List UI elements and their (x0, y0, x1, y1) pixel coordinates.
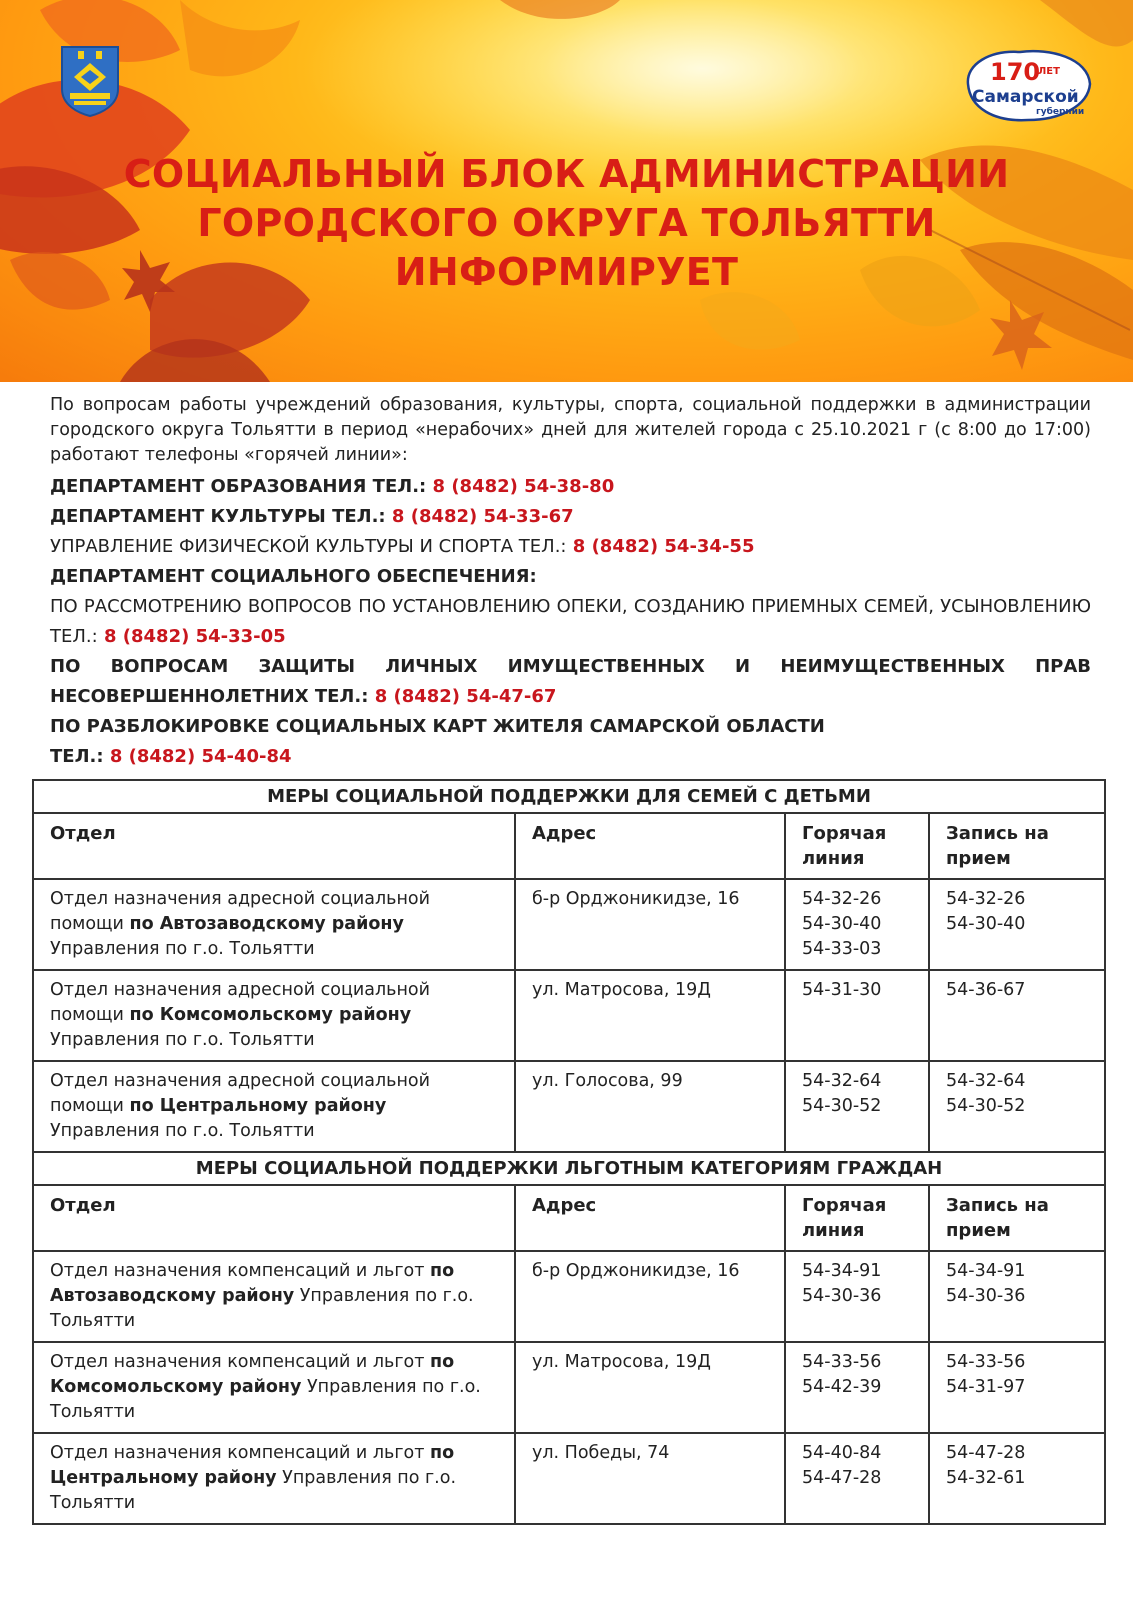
table-row (33, 1433, 1105, 1524)
cell-address: б-р Орджоникидзе, 16 (515, 1251, 785, 1342)
dept-text: Отдел назначения адресной социальной помощи (50, 1071, 436, 1116)
cell-hotline: 54-40-84 54-47-28 (785, 1433, 929, 1524)
cell-address: ул. Матросова, 19Д (515, 1342, 785, 1433)
samara-region-logo-icon (960, 44, 1096, 126)
col-header-address: Адрес (515, 1185, 785, 1251)
dept-text: Отдел назначения компенсаций и льгот (50, 1261, 431, 1281)
title-line-3: ИНФОРМИРУЕТ (394, 250, 739, 294)
cell-hotline: 54-33-56 54-42-39 (785, 1342, 929, 1433)
guardianship-line (50, 592, 1091, 652)
dept-district: по Центральному району (50, 1443, 455, 1488)
culture-line (50, 502, 1091, 532)
guardianship-phone: 8 (8482) 54-33-05 (103, 626, 286, 647)
badge-number: 170 (990, 58, 1041, 86)
cell-dept (33, 1342, 515, 1433)
cell-hotline: 54-34-91 54-30-36 (785, 1251, 929, 1342)
cell-address: ул. Победы, 74 (515, 1433, 785, 1524)
cards-label: ТЕЛ.: (50, 746, 104, 767)
header-banner (0, 0, 1133, 382)
dept-district: по Комсомольскому району (129, 1005, 412, 1025)
dept-district: по Автозаводскому району (129, 914, 404, 934)
cell-hotline: 54-32-26 54-30-40 54-33-03 (785, 879, 929, 970)
table-row (33, 1251, 1105, 1342)
guardianship-label: ПО РАССМОТРЕНИЮ ВОПРОСОВ ПО УСТАНОВЛЕНИЮ ОПЕКИ, СОЗДАНИЮ ПРИЕМНЫХ СЕМЕЙ, УСЫНОВЛЕНИЮ ТЕЛ.: (50, 596, 1091, 647)
cell-dept (33, 1061, 515, 1152)
city-crest-icon (60, 45, 120, 117)
section-header-row (33, 1152, 1105, 1185)
dept-district: по Центральному району (129, 1096, 387, 1116)
cards-line-2 (50, 742, 1091, 772)
education-phone: 8 (8482) 54-38-80 (432, 476, 615, 497)
title-line-1: СОЦИАЛЬНЫЙ БЛОК АДМИНИСТРАЦИИ (123, 152, 1010, 196)
education-line (50, 472, 1091, 502)
support-measures-table (32, 779, 1106, 1525)
cell-appointment: 54-36-67 (929, 970, 1105, 1061)
dept-district: по Автозаводскому району (50, 1261, 455, 1306)
dept-text: Отдел назначения адресной социальной помощи (50, 889, 436, 934)
sport-line (50, 532, 1091, 562)
cell-appointment: 54-33-56 54-31-97 (929, 1342, 1105, 1433)
dept-text-tail: Управления по г.о. Тольятти (50, 1286, 480, 1331)
dept-text: Отдел назначения компенсаций и льгот (50, 1352, 431, 1372)
dept-text-tail: Управления по г.о. Тольятти (50, 1005, 417, 1050)
intro-section (50, 393, 1091, 772)
cards-line-1: ПО РАЗБЛОКИРОВКЕ СОЦИАЛЬНЫХ КАРТ ЖИТЕЛЯ САМАРСКОЙ ОБЛАСТИ (50, 716, 825, 737)
minors-phone: 8 (8482) 54-47-67 (374, 686, 557, 707)
cell-hotline: 54-31-30 (785, 970, 929, 1061)
social-dept-heading: ДЕПАРТАМЕНТ СОЦИАЛЬНОГО ОБЕСПЕЧЕНИЯ: (50, 566, 537, 587)
cell-dept (33, 1251, 515, 1342)
section-title: МЕРЫ СОЦИАЛЬНОЙ ПОДДЕРЖКИ ДЛЯ СЕМЕЙ С ДЕТЬМИ (33, 780, 1105, 813)
column-header-row (33, 813, 1105, 879)
col-header-dept: Отдел (33, 813, 515, 879)
col-header-dept: Отдел (33, 1185, 515, 1251)
title-line-2: ГОРОДСКОГО ОКРУГА ТОЛЬЯТТИ (197, 201, 936, 245)
table-row (33, 1342, 1105, 1433)
table-row (33, 879, 1105, 970)
page-title (0, 150, 1133, 297)
section-header-row (33, 780, 1105, 813)
intro-paragraph: По вопросам работы учреждений образования, культуры, спорта, социальной поддержки в администрации городского округа Тольятти в период «нерабочих» дней для жителей города с 25.10.2021 г (с 8:00 до 17:00) работают телефоны «горячей линии»: (50, 395, 1091, 465)
cell-appointment: 54-47-28 54-32-61 (929, 1433, 1105, 1524)
cell-address: б-р Орджоникидзе, 16 (515, 879, 785, 970)
badge-sub: губернии (1036, 107, 1085, 117)
sport-label: УПРАВЛЕНИЕ ФИЗИЧЕСКОЙ КУЛЬТУРЫ И СПОРТА ТЕЛ.: (50, 536, 567, 557)
culture-label: ДЕПАРТАМЕНТ КУЛЬТУРЫ ТЕЛ.: (50, 506, 386, 527)
cards-phone: 8 (8482) 54-40-84 (109, 746, 292, 767)
dept-text: Отдел назначения адресной социальной помощи (50, 980, 436, 1025)
minors-line (50, 652, 1091, 712)
dept-text-tail: Управления по г.о. Тольятти (50, 914, 410, 959)
dept-text-tail: Управления по г.о. Тольятти (50, 1377, 487, 1422)
cell-dept (33, 1433, 515, 1524)
cell-appointment: 54-32-64 54-30-52 (929, 1061, 1105, 1152)
table-row (33, 970, 1105, 1061)
dept-text: Отдел назначения компенсаций и льгот (50, 1443, 431, 1463)
section-title: МЕРЫ СОЦИАЛЬНОЙ ПОДДЕРЖКИ ЛЬГОТНЫМ КАТЕГОРИЯМ ГРАЖДАН (33, 1152, 1105, 1185)
col-header-address: Адрес (515, 813, 785, 879)
col-header-appointment: Запись на прием (929, 813, 1105, 879)
badge-word: Самарской (972, 87, 1079, 107)
table-row (33, 1061, 1105, 1152)
column-header-row (33, 1185, 1105, 1251)
col-header-hotline: Горячая линия (785, 1185, 929, 1251)
dept-text-tail: Управления по г.о. Тольятти (50, 1096, 392, 1141)
cell-dept (33, 879, 515, 970)
col-header-hotline: Горячая линия (785, 813, 929, 879)
anniversary-badge (960, 44, 1096, 126)
cell-appointment: 54-34-91 54-30-36 (929, 1251, 1105, 1342)
cell-hotline: 54-32-64 54-30-52 (785, 1061, 929, 1152)
badge-suffix: ЛЕТ (1038, 66, 1060, 77)
cell-dept (33, 970, 515, 1061)
culture-phone: 8 (8482) 54-33-67 (391, 506, 574, 527)
col-header-appointment: Запись на прием (929, 1185, 1105, 1251)
minors-label: ПО ВОПРОСАМ ЗАЩИТЫ ЛИЧНЫХ ИМУЩЕСТВЕННЫХ И НЕИМУЩЕСТВЕННЫХ ПРАВ НЕСОВЕРШЕННОЛЕТНИХ ТЕЛ.: (50, 656, 1091, 707)
table-body (33, 780, 1105, 1524)
dept-text-tail: Управления по г.о. Тольятти (50, 1468, 462, 1513)
dept-district: по Комсомольскому району (50, 1352, 455, 1397)
cell-appointment: 54-32-26 54-30-40 (929, 879, 1105, 970)
cell-address: ул. Матросова, 19Д (515, 970, 785, 1061)
sport-phone: 8 (8482) 54-34-55 (572, 536, 755, 557)
cell-address: ул. Голосова, 99 (515, 1061, 785, 1152)
education-label: ДЕПАРТАМЕНТ ОБРАЗОВАНИЯ ТЕЛ.: (50, 476, 427, 497)
